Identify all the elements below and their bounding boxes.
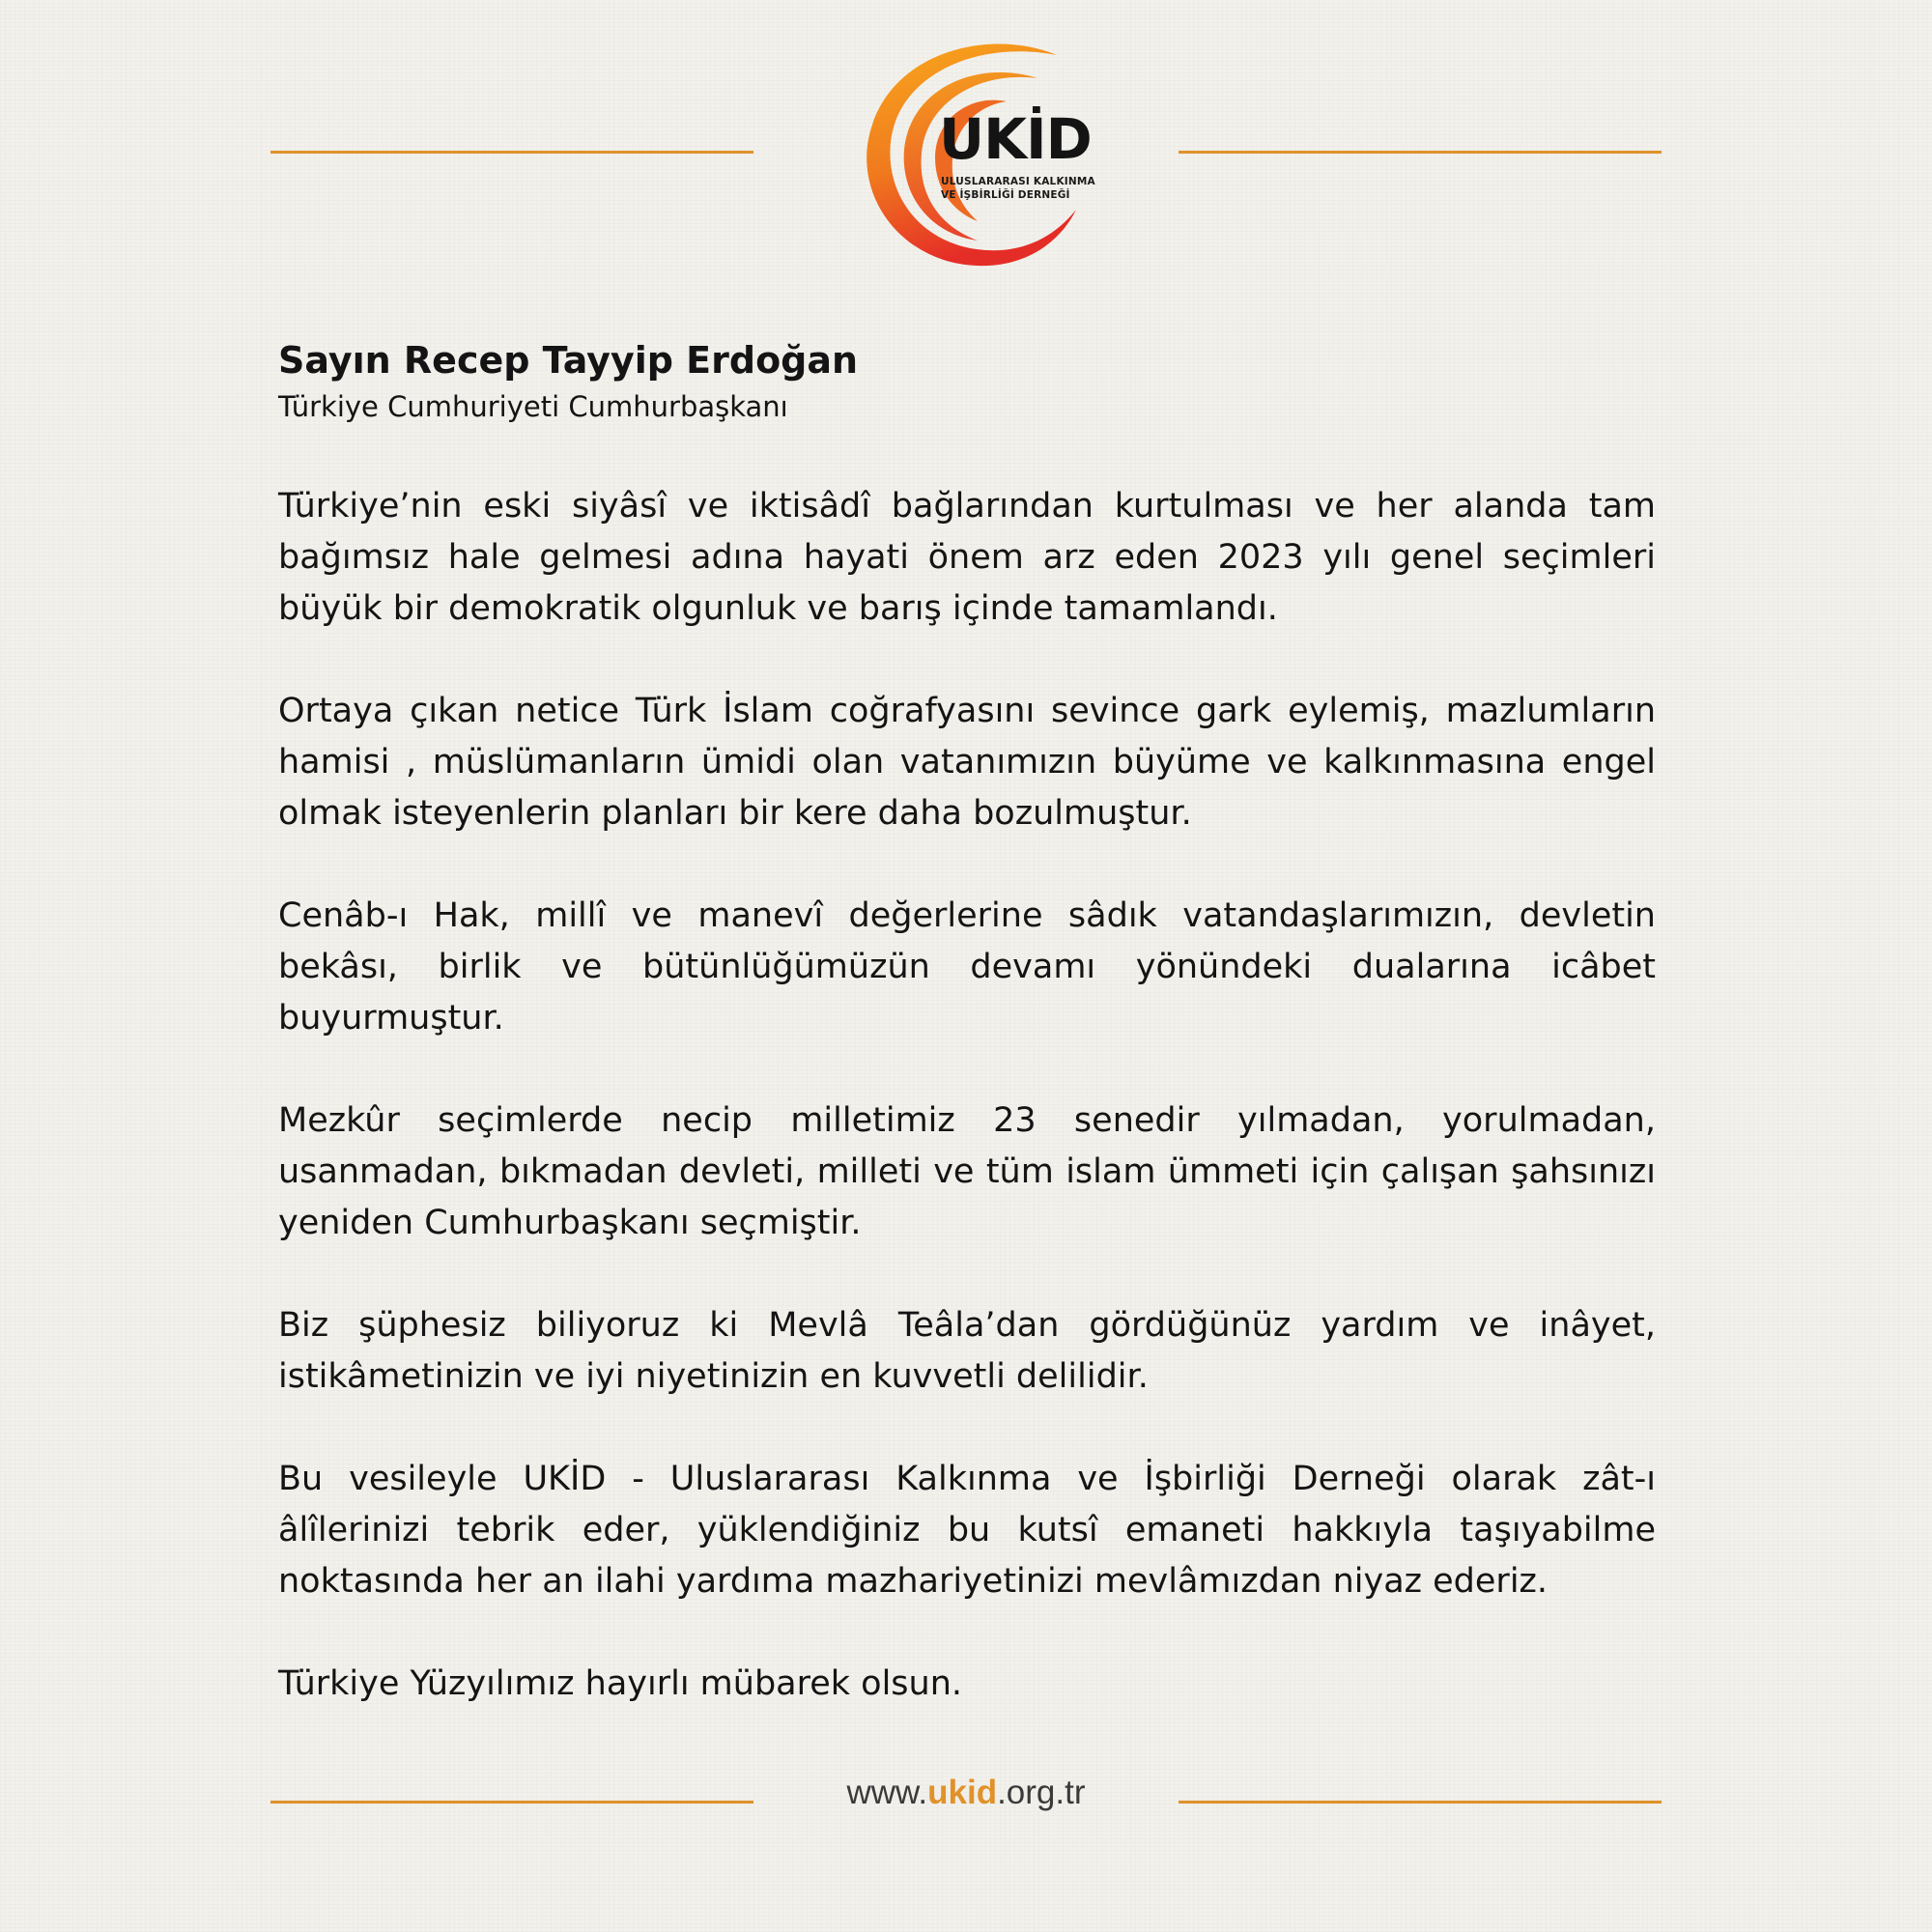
logo-subtitle-line1: ULUSLARARASI KALKINMA	[941, 176, 1095, 187]
letter-paragraphs	[278, 481, 1656, 1710]
url-brand: ukid	[927, 1774, 998, 1811]
logo-subtitle-line2: VE İŞBİRLİĞİ DERNEĞİ	[941, 189, 1070, 201]
letter-body	[278, 336, 1656, 1710]
paragraph: Biz şüphesiz biliyoruz ki Mevlâ Teâla’dan gördüğünüz yardım ve inâyet, istikâmetinizin ve iyi niyetinizin en kuvvetli delilidir.	[278, 1306, 1656, 1396]
paragraph: Türkiye’nin eski siyâsî ve iktisâdî bağlarından kurtulması ve her alanda tam bağımsız hale gelmesi adına hayati önem arz eden 2023 yılı genel seçimleri büyük bir demokratik olgunluk ve barış içinde tamamlandı.	[278, 487, 1656, 628]
top-left-divider	[270, 151, 753, 154]
closing-line: Türkiye Yüzyılımız hayırlı mübarek olsun.	[278, 1664, 963, 1703]
bottom-right-divider	[1179, 1801, 1662, 1804]
recipient-name: Sayın Recep Tayyip Erdoğan	[278, 339, 859, 382]
url-suffix: .org.tr	[997, 1774, 1086, 1811]
ukid-logo	[833, 34, 1103, 270]
logo-wordmark: UKİD	[939, 106, 1092, 172]
bottom-left-divider	[270, 1801, 753, 1804]
recipient-title: Türkiye Cumhuriyeti Cumhurbaşkanı	[278, 390, 788, 423]
top-right-divider	[1179, 151, 1662, 154]
url-prefix: www.	[846, 1774, 928, 1811]
paragraph: Mezkûr seçimlerde necip milletimiz 23 senedir yılmadan, yorulmadan, usanmadan, bıkmadan devleti, milleti ve tüm islam ümmeti için çalışan şahsınızı yeniden Cumhurbaşkanı seçmiştir.	[278, 1101, 1656, 1242]
logo-subtitle	[941, 175, 1095, 202]
paragraph: Cenâb-ı Hak, millî ve manevî değerlerine sâdık vatandaşlarımızın, devletin bekâsı, birlik ve bütünlüğümüzün devamı yönündeki dualarına icâbet buyurmuştur.	[278, 896, 1656, 1037]
website-link[interactable]	[0, 1774, 1932, 1812]
paragraph: Ortaya çıkan netice Türk İslam coğrafyasını sevince gark eylemiş, mazlumların hamisi , müslümanların ümidi olan vatanımızın büyüme ve kalkınmasına engel olmak isteyenlerin planları bir kere daha bozulmuştur.	[278, 692, 1656, 833]
paragraph: Bu vesileyle UKİD - Uluslararası Kalkınma ve İşbirliği Derneği olarak zât-ı âlîlerinizi tebrik eder, yüklendiğiniz bu kutsî emaneti hakkıyla taşıyabilme noktasında her an ilahi yardıma mazhariyetinizi mevlâmızdan niyaz ederiz.	[278, 1460, 1656, 1601]
